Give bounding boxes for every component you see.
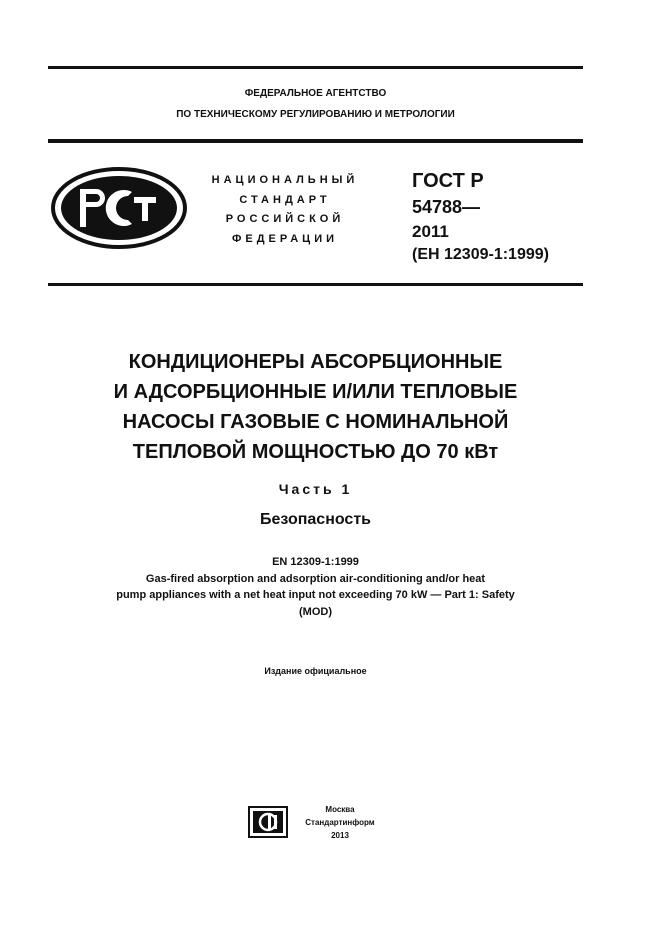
en-title-line-1: Gas-fired absorption and adsorption air-conditioning and/or heat [145,573,486,585]
title-line-3: НАСОСЫ ГАЗОВЫЕ С НОМИНАЛЬНОЙ [122,411,509,433]
gost-number: 54788— [412,197,481,217]
title-line-1: КОНДИЦИОНЕРЫ АБСОРБЦИОННЫЕ [128,351,503,373]
en-code: EN 12309-1:1999 [272,556,359,568]
edition-label: Издание официальное [264,666,367,676]
national-line-2: СТАНДАРТ [239,194,331,206]
publisher-city: Москва [325,805,355,814]
national-line-3: РОССИЙСКОЙ [225,213,345,225]
part-label: Часть 1 [278,481,353,497]
publisher-year: 2013 [331,831,349,840]
rst-logo-icon [50,167,188,249]
publisher-name: Стандартинформ [305,818,375,827]
subtitle: Безопасность [260,511,371,528]
title-line-4: ТЕПЛОВОЙ МОЩНОСТЬЮ ДО 70 кВт [132,441,499,463]
standartinform-logo-icon [248,806,288,838]
title-line-2: И АДСОРБЦИОННЫЕ И/ИЛИ ТЕПЛОВЫЕ [113,381,518,403]
national-line-1: НАЦИОНАЛЬНЫЙ [211,174,359,186]
gost-year: 2011 [412,222,449,241]
agency-line-1: ФЕДЕРАЛЬНОЕ АГЕНТСТВО [244,88,387,99]
national-line-4: ФЕДЕРАЦИИ [231,233,339,245]
header-rule [48,139,583,143]
agency-line-2: ПО ТЕХНИЧЕСКОМУ РЕГУЛИРОВАНИЮ И МЕТРОЛОГИИ [176,109,455,120]
en-title-line-2: pump appliances with a net heat input not exceeding 70 kW — Part 1: Safety [116,589,515,601]
gost-equivalent: (ЕН 12309-1:1999) [412,246,549,263]
gost-label: ГОСТ Р [412,170,484,192]
standard-block-rule [48,283,583,286]
top-rule [48,66,583,69]
en-title-line-3: (MOD) [299,606,332,618]
